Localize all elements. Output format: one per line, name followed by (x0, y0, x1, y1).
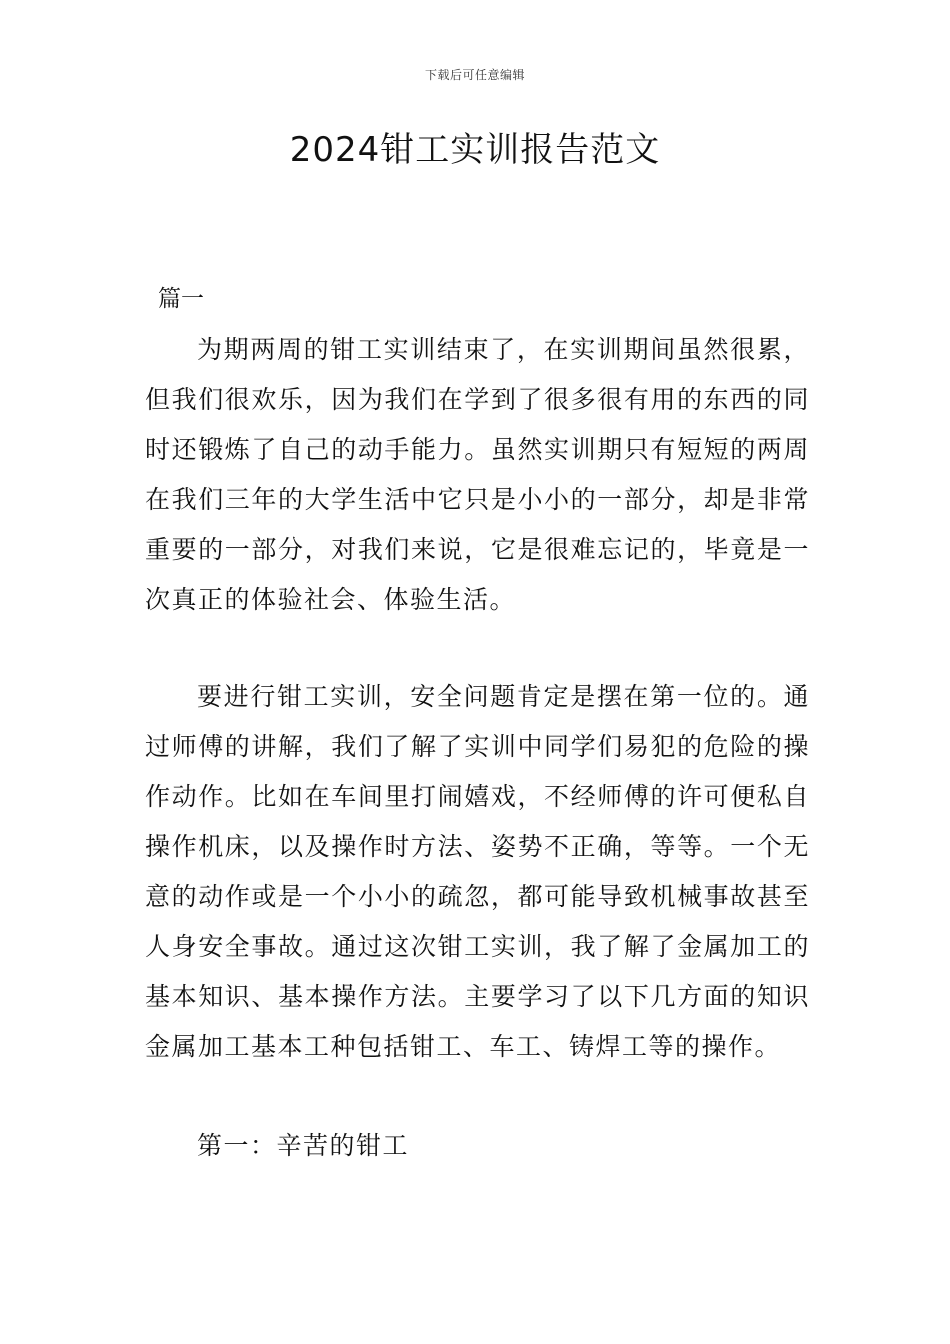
header-note: 下载后可任意编辑 (424, 68, 525, 82)
section-label: 篇一 (158, 286, 204, 312)
body-paragraph: 为期两周的钳工实训结束了，在实训期间虽然很累，但我们很欢乐，因为我们在学到了很多很有用的东西的同时还锻炼了自己的动手能力。虽然实训期只有短短的两周在我们三年的大学生活中它只是小小的一部分，却是非常重要的一部分，对我们来说，它是很难忘记的，毕竟是一次真正的体验社会、体验生活。 (145, 335, 810, 614)
sub-heading: 第一：辛苦的钳工 (197, 1131, 410, 1160)
document-title: 2024钳工实训报告范文 (289, 130, 661, 170)
body-paragraph: 要进行钳工实训，安全问题肯定是摆在第一位的。通过师傅的讲解，我们了解了实训中同学们易犯的危险的操作动作。比如在车间里打闹嬉戏，不经师傅的许可便私自操作机床，以及操作时方法、姿势不正确，等等。一个无意的动作或是一个小小的疏忽，都可能导致机械事故甚至人身安全事故。通过这次钳工实训，我了解了金属加工的基本知识、基本操作方法。主要学习了以下几方面的知识金属加工基本工种包括钳工、车工、铸焊工等的操作。 (145, 682, 810, 1061)
